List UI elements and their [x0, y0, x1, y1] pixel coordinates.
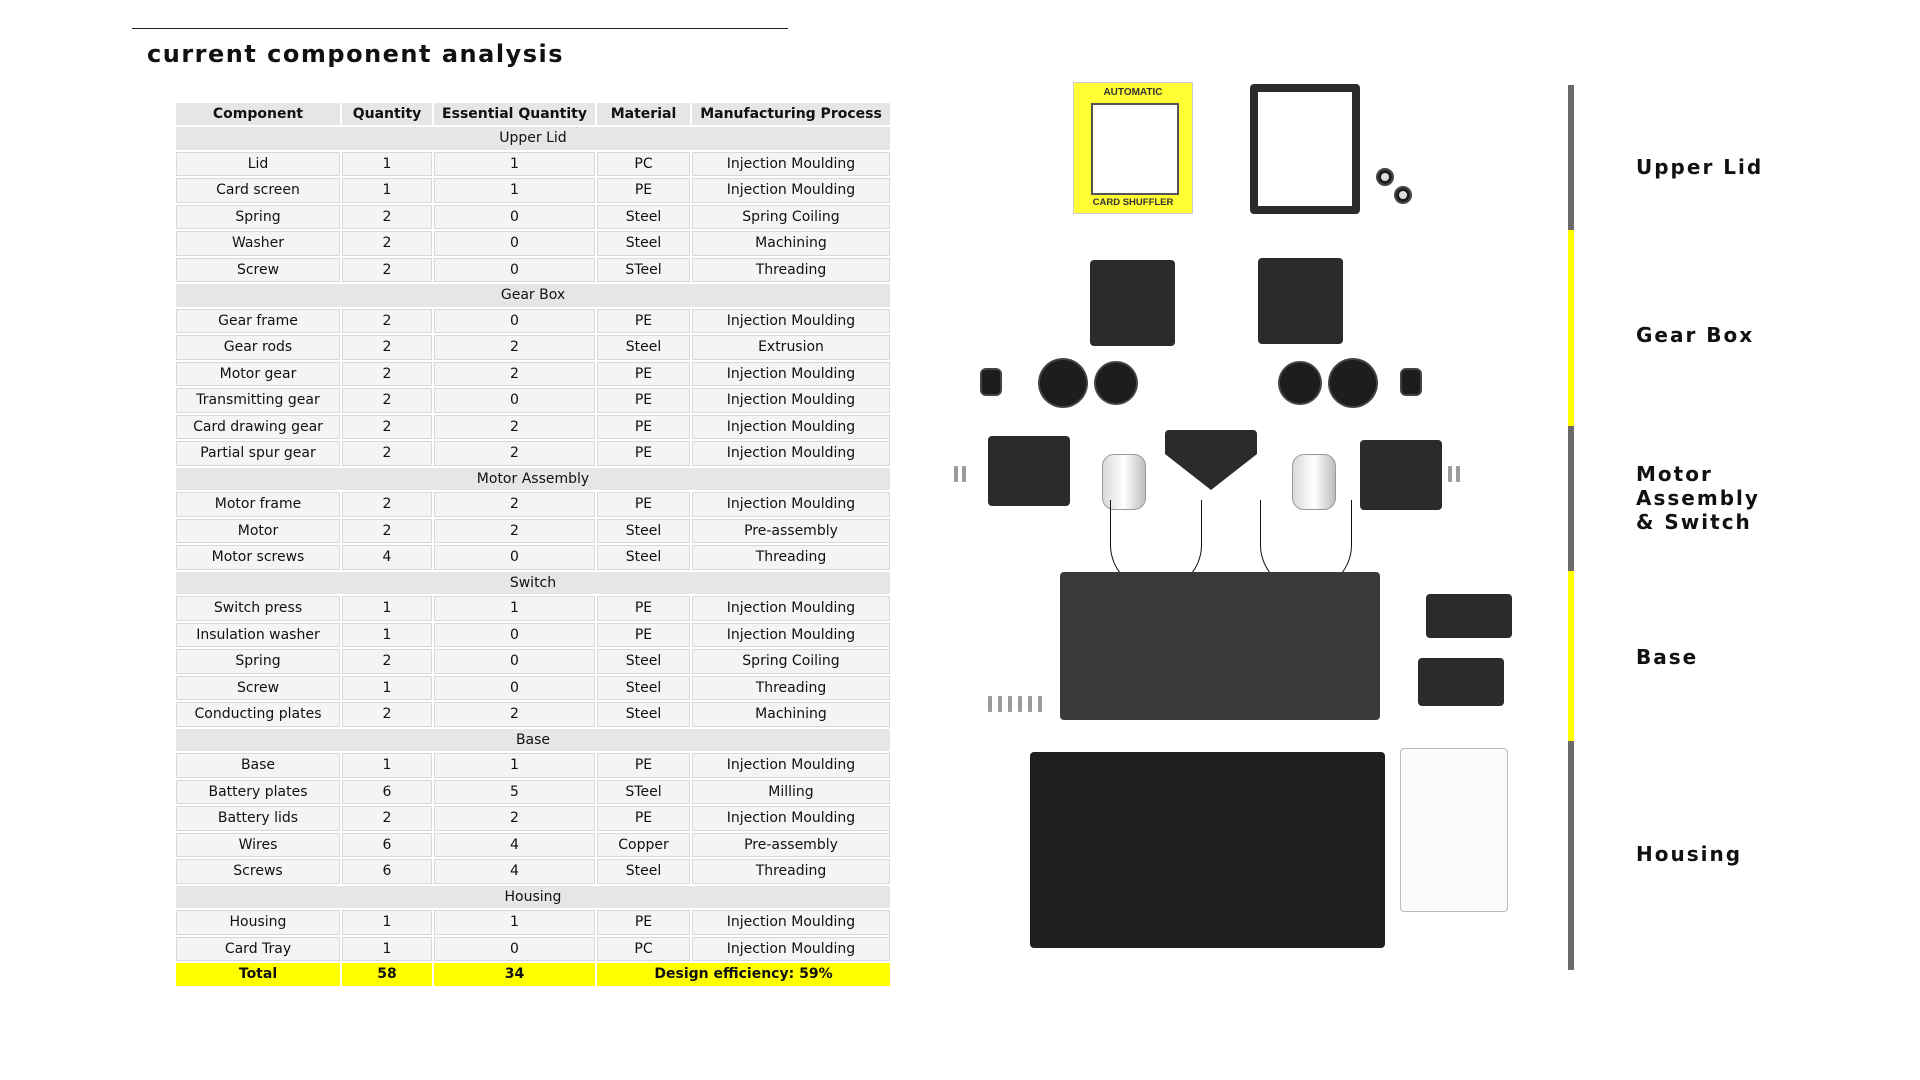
- table-cell: PE: [597, 178, 690, 203]
- table-cell: Spring Coiling: [692, 205, 890, 230]
- table-cell: Steel: [597, 649, 690, 674]
- motor-screw-part: [1456, 466, 1460, 482]
- table-cell: Injection Moulding: [692, 753, 890, 778]
- table-cell: 2: [434, 362, 595, 387]
- table-cell: Screw: [176, 258, 340, 283]
- table-row: [176, 596, 890, 621]
- table-cell: Injection Moulding: [692, 596, 890, 621]
- gear-frame-left-part: [1090, 260, 1175, 346]
- card-lid-top-text: AUTOMATIC: [1103, 87, 1163, 98]
- table-cell: Injection Moulding: [692, 309, 890, 334]
- table-cell: Partial spur gear: [176, 441, 340, 466]
- table-cell: 2: [342, 806, 432, 831]
- base-part: [1060, 572, 1380, 720]
- motor-screw-part: [1448, 466, 1452, 482]
- table-row: [176, 753, 890, 778]
- table-row: [176, 623, 890, 648]
- gear-frame-right-part: [1258, 258, 1343, 344]
- table-cell: PE: [597, 309, 690, 334]
- table-cell: 1: [342, 910, 432, 935]
- total-row: [176, 963, 890, 986]
- table-cell: 2: [342, 415, 432, 440]
- table-cell: PE: [597, 910, 690, 935]
- card-lid-bottom-text: CARD SHUFFLER: [1092, 197, 1174, 208]
- table-cell: 1: [434, 910, 595, 935]
- table-cell: Motor frame: [176, 492, 340, 517]
- table-cell: Pre-assembly: [692, 833, 890, 858]
- battery-lid-part: [1418, 658, 1504, 706]
- base-screw-part: [1018, 696, 1022, 712]
- table-cell: PE: [597, 441, 690, 466]
- table-row: [176, 492, 890, 517]
- table-row: [176, 649, 890, 674]
- table-cell: 0: [434, 205, 595, 230]
- total-label: Total: [176, 963, 340, 986]
- motor-frame-left-part: [988, 436, 1070, 506]
- table-cell: Steel: [597, 335, 690, 360]
- motor-frame-right-part: [1360, 440, 1442, 510]
- table-cell: Motor gear: [176, 362, 340, 387]
- header-component: Component: [176, 103, 340, 125]
- design-efficiency: Design efficiency: 59%: [597, 963, 890, 986]
- table-cell: 0: [434, 258, 595, 283]
- table-cell: Machining: [692, 231, 890, 256]
- table-cell: 2: [434, 519, 595, 544]
- table-cell: PE: [597, 623, 690, 648]
- table-cell: Screw: [176, 676, 340, 701]
- table-cell: PE: [597, 415, 690, 440]
- card-tray-part: [1400, 748, 1508, 912]
- section-row: [176, 284, 890, 307]
- section-row: [176, 468, 890, 491]
- table-row: [176, 152, 890, 177]
- base-screw-part: [1038, 696, 1042, 712]
- table-cell: Steel: [597, 859, 690, 884]
- table-cell: 1: [434, 753, 595, 778]
- section-name: Switch: [176, 572, 890, 595]
- table-row: [176, 519, 890, 544]
- section-label-base: Base: [1636, 645, 1699, 669]
- table-cell: Motor screws: [176, 545, 340, 570]
- section-name: Motor Assembly: [176, 468, 890, 491]
- table-cell: Card screen: [176, 178, 340, 203]
- table-row: [176, 309, 890, 334]
- table-cell: Steel: [597, 676, 690, 701]
- table-row: [176, 676, 890, 701]
- table-row: [176, 231, 890, 256]
- table-cell: Copper: [597, 833, 690, 858]
- battery-lid-part: [1426, 594, 1512, 638]
- card-lid-window: [1091, 103, 1179, 195]
- table-cell: 1: [342, 152, 432, 177]
- table-cell: 6: [342, 833, 432, 858]
- base-screw-part: [988, 696, 992, 712]
- motor-screw-part: [962, 466, 966, 482]
- section-label-motor-switch: Motor Assembly & Switch: [1636, 462, 1760, 534]
- table-row: [176, 388, 890, 413]
- section-row: [176, 729, 890, 752]
- table-cell: Gear frame: [176, 309, 340, 334]
- table-cell: 2: [342, 231, 432, 256]
- table-row: [176, 178, 890, 203]
- table-header-row: [176, 103, 890, 125]
- table-cell: Threading: [692, 859, 890, 884]
- table-cell: Lid: [176, 152, 340, 177]
- table-cell: PE: [597, 388, 690, 413]
- section-row: [176, 572, 890, 595]
- table-cell: 0: [434, 937, 595, 962]
- table-row: [176, 335, 890, 360]
- table-cell: PE: [597, 596, 690, 621]
- table-cell: Card drawing gear: [176, 415, 340, 440]
- table-cell: Battery plates: [176, 780, 340, 805]
- table-cell: Injection Moulding: [692, 178, 890, 203]
- section-bar-base: [1568, 571, 1574, 741]
- section-label-housing: Housing: [1636, 842, 1743, 866]
- table-cell: PC: [597, 152, 690, 177]
- table-cell: 1: [434, 596, 595, 621]
- table-cell: 0: [434, 649, 595, 674]
- table-cell: PE: [597, 362, 690, 387]
- section-bar-gear-box: [1568, 230, 1574, 426]
- table-cell: Steel: [597, 519, 690, 544]
- table-cell: 1: [434, 178, 595, 203]
- table-cell: 2: [434, 492, 595, 517]
- table-cell: Transmitting gear: [176, 388, 340, 413]
- table-cell: 2: [434, 702, 595, 727]
- table-cell: 0: [434, 676, 595, 701]
- table-cell: Spring: [176, 205, 340, 230]
- section-row: [176, 127, 890, 150]
- table-cell: Motor: [176, 519, 340, 544]
- section-row: [176, 886, 890, 909]
- table-cell: 6: [342, 780, 432, 805]
- table-cell: 1: [434, 152, 595, 177]
- washer-part: [1396, 188, 1410, 202]
- table-cell: Threading: [692, 258, 890, 283]
- table-row: [176, 833, 890, 858]
- table-cell: 0: [434, 545, 595, 570]
- table-cell: 4: [342, 545, 432, 570]
- table-cell: 1: [342, 596, 432, 621]
- table-row: [176, 806, 890, 831]
- table-row: [176, 441, 890, 466]
- header-essential-quantity: Essential Quantity: [434, 103, 595, 125]
- table-cell: Milling: [692, 780, 890, 805]
- base-screw-part: [1008, 696, 1012, 712]
- washer-part: [1378, 170, 1392, 184]
- table-cell: Washer: [176, 231, 340, 256]
- table-cell: 0: [434, 231, 595, 256]
- table-cell: 0: [434, 388, 595, 413]
- table-cell: Pre-assembly: [692, 519, 890, 544]
- table-cell: Injection Moulding: [692, 492, 890, 517]
- table-cell: 2: [342, 258, 432, 283]
- table-cell: 1: [342, 753, 432, 778]
- base-screw-part: [1028, 696, 1032, 712]
- table-cell: Steel: [597, 545, 690, 570]
- table-cell: 0: [434, 623, 595, 648]
- table-cell: 2: [342, 205, 432, 230]
- exploded-parts-photo: [940, 60, 1580, 990]
- table-row: [176, 702, 890, 727]
- header-manufacturing-process: Manufacturing Process: [692, 103, 890, 125]
- section-label-upper-lid: Upper Lid: [1636, 155, 1764, 179]
- table-row: [176, 258, 890, 283]
- table-cell: Machining: [692, 702, 890, 727]
- table-cell: 2: [434, 806, 595, 831]
- section-bar-motor-switch: [1568, 426, 1574, 571]
- switch-press-part: [1165, 430, 1257, 490]
- table-cell: Screws: [176, 859, 340, 884]
- total-essential: 34: [434, 963, 595, 986]
- table-cell: PE: [597, 492, 690, 517]
- table-row: [176, 910, 890, 935]
- table-cell: 1: [342, 676, 432, 701]
- table-cell: Threading: [692, 545, 890, 570]
- table-cell: PE: [597, 753, 690, 778]
- table-cell: Battery lids: [176, 806, 340, 831]
- table-cell: 2: [342, 309, 432, 334]
- top-rule: [132, 28, 788, 29]
- table-cell: 6: [342, 859, 432, 884]
- total-quantity: 58: [342, 963, 432, 986]
- table-cell: 2: [342, 441, 432, 466]
- table-cell: 2: [342, 362, 432, 387]
- table-cell: Injection Moulding: [692, 388, 890, 413]
- table-row: [176, 205, 890, 230]
- table-cell: Housing: [176, 910, 340, 935]
- transmitting-gear-part: [1040, 360, 1086, 406]
- header-quantity: Quantity: [342, 103, 432, 125]
- table-row: [176, 937, 890, 962]
- card-drawing-gear-part: [1096, 363, 1136, 403]
- table-cell: Injection Moulding: [692, 910, 890, 935]
- section-name: Upper Lid: [176, 127, 890, 150]
- table-cell: Base: [176, 753, 340, 778]
- table-cell: 1: [342, 937, 432, 962]
- table-cell: Injection Moulding: [692, 152, 890, 177]
- table-cell: 0: [434, 309, 595, 334]
- transmitting-gear-part: [1330, 360, 1376, 406]
- motor-gear-part: [1402, 370, 1420, 394]
- section-name: Gear Box: [176, 284, 890, 307]
- table-cell: Injection Moulding: [692, 806, 890, 831]
- section-bar-housing: [1568, 741, 1574, 970]
- motor-gear-part: [982, 370, 1000, 394]
- table-cell: Switch press: [176, 596, 340, 621]
- table-cell: 2: [434, 415, 595, 440]
- base-screw-part: [998, 696, 1002, 712]
- table-cell: Injection Moulding: [692, 937, 890, 962]
- table-cell: 2: [342, 519, 432, 544]
- table-cell: Card Tray: [176, 937, 340, 962]
- header-material: Material: [597, 103, 690, 125]
- table-cell: 1: [342, 623, 432, 648]
- section-label-gear-box: Gear Box: [1636, 323, 1755, 347]
- table-row: [176, 859, 890, 884]
- card-drawing-gear-part: [1280, 363, 1320, 403]
- table-cell: Insulation washer: [176, 623, 340, 648]
- page-title: current component analysis: [147, 40, 564, 68]
- table-row: [176, 362, 890, 387]
- section-bar-upper-lid: [1568, 85, 1574, 230]
- table-cell: Injection Moulding: [692, 362, 890, 387]
- table-cell: Steel: [597, 205, 690, 230]
- table-cell: Threading: [692, 676, 890, 701]
- table-cell: 2: [342, 492, 432, 517]
- table-cell: Gear rods: [176, 335, 340, 360]
- section-name: Housing: [176, 886, 890, 909]
- table-cell: PC: [597, 937, 690, 962]
- section-name: Base: [176, 729, 890, 752]
- table-row: [176, 415, 890, 440]
- table-row: [176, 780, 890, 805]
- table-cell: Injection Moulding: [692, 441, 890, 466]
- table-cell: STeel: [597, 780, 690, 805]
- table-cell: 2: [434, 335, 595, 360]
- card-screen-frame-part: [1250, 84, 1360, 214]
- motor-screw-part: [954, 466, 958, 482]
- card-lid-part: [1073, 82, 1193, 214]
- component-table: [174, 101, 892, 988]
- table-cell: Steel: [597, 231, 690, 256]
- table-cell: 1: [342, 178, 432, 203]
- table-cell: Steel: [597, 702, 690, 727]
- table-row: [176, 545, 890, 570]
- table-cell: 4: [434, 859, 595, 884]
- table-cell: Wires: [176, 833, 340, 858]
- table-cell: 2: [342, 388, 432, 413]
- table-cell: 5: [434, 780, 595, 805]
- table-cell: Injection Moulding: [692, 623, 890, 648]
- table-cell: Conducting plates: [176, 702, 340, 727]
- table-cell: 4: [434, 833, 595, 858]
- housing-part: [1030, 752, 1385, 948]
- table-cell: 2: [342, 702, 432, 727]
- table-cell: 2: [342, 335, 432, 360]
- table-cell: Extrusion: [692, 335, 890, 360]
- table-cell: PE: [597, 806, 690, 831]
- table-cell: Injection Moulding: [692, 415, 890, 440]
- table-cell: Spring Coiling: [692, 649, 890, 674]
- table-cell: Spring: [176, 649, 340, 674]
- table-cell: 2: [434, 441, 595, 466]
- table-cell: 2: [342, 649, 432, 674]
- table-cell: STeel: [597, 258, 690, 283]
